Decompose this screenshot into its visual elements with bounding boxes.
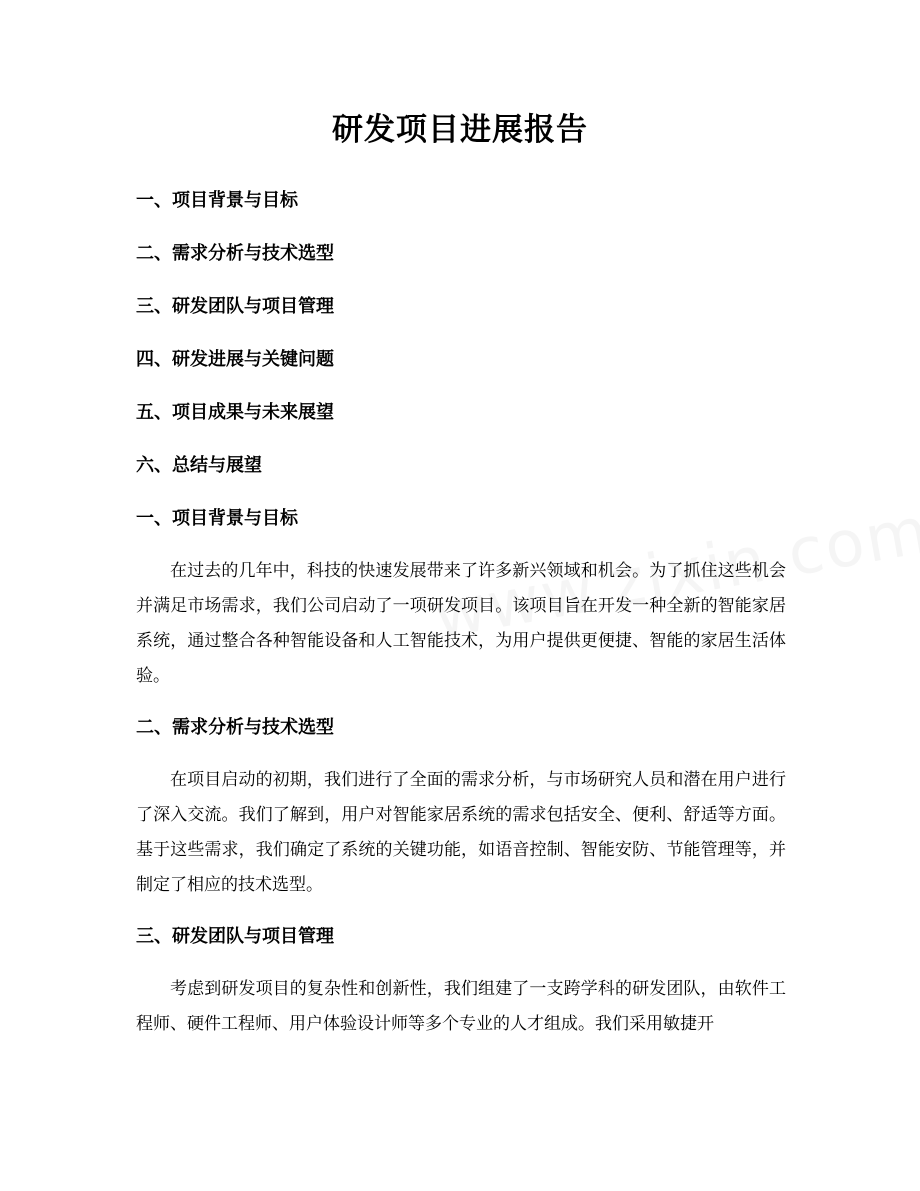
section-paragraph-2: 在项目启动的初期，我们进行了全面的需求分析，与市场研究人员和潜在用户进行了深入交流。我们了解到，用户对智能家居系统的需求包括安全、便利、舒适等方面。基于这些需求，我们确定了系统的关键功能，如语音控制、智能安防、节能管理等，并制定了相应的技术选型。 — [136, 770, 786, 895]
section-paragraph-3: 考虑到研发项目的复杂性和创新性，我们组建了一支跨学科的研发团队，由软件工程师、硬件工程师、用户体验设计师等多个专业的人才组成。我们采用敏捷开 — [136, 979, 786, 1034]
toc-item-4: 四、研发进展与关键问题 — [136, 349, 334, 370]
section-paragraph-1: 在过去的几年中，科技的快速发展带来了许多新兴领域和机会。为了抓住这些机会并满足市场需求，我们公司启动了一项研发项目。该项目旨在开发一种全新的智能家居系统，通过整合各种智能设备和人工智能技术，为用户提供更便捷、智能的家居生活体验。 — [136, 561, 786, 686]
toc-item-3: 三、研发团队与项目管理 — [136, 296, 334, 317]
toc-item-6: 六、总结与展望 — [136, 455, 262, 476]
toc-item-5: 五、项目成果与未来展望 — [136, 402, 334, 423]
toc-item-2: 二、需求分析与技术选型 — [136, 243, 334, 264]
section-heading-3: 三、研发团队与项目管理 — [136, 926, 334, 947]
document-title: 研发项目进展报告 — [332, 112, 588, 148]
toc-item-1: 一、项目背景与目标 — [136, 190, 298, 211]
section-heading-2: 二、需求分析与技术选型 — [136, 717, 334, 738]
section-heading-1: 一、项目背景与目标 — [136, 508, 298, 529]
